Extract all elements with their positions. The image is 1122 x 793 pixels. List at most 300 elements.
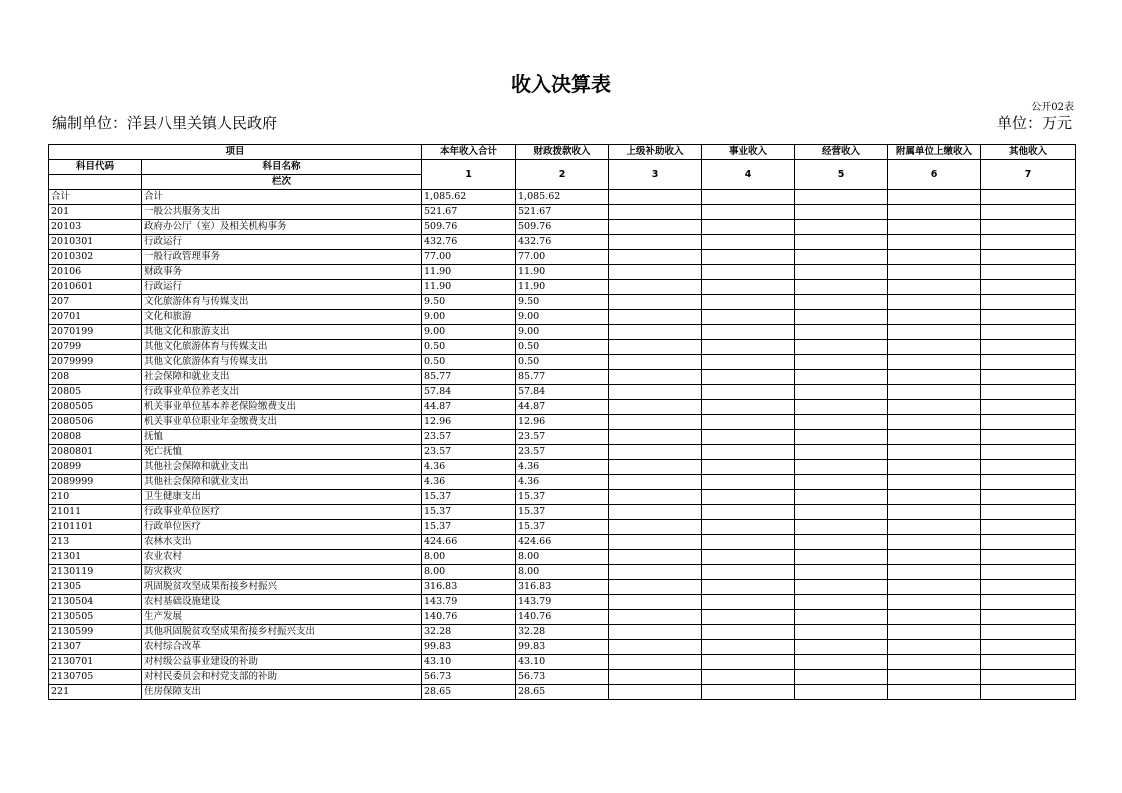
row-empty-cell [888,205,981,220]
row-empty-cell [609,415,702,430]
row-empty-cell [888,415,981,430]
table-row [49,610,1076,625]
row-fiscal: 99.83 [516,640,609,655]
row-fiscal: 9.50 [516,295,609,310]
row-empty-cell [888,535,981,550]
row-empty-cell [609,235,702,250]
row-empty-cell [795,325,888,340]
table-row [49,205,1076,220]
row-empty-cell [609,520,702,535]
row-empty-cell [795,400,888,415]
row-code: 合计 [49,190,142,205]
org-label: 编制单位：洋县八里关镇人民政府 [52,114,278,132]
row-empty-cell [981,685,1076,700]
col-number: 5 [795,160,888,190]
row-empty-cell [795,535,888,550]
row-total: 77.00 [422,250,516,265]
table-row [49,595,1076,610]
col-number: 7 [981,160,1076,190]
table-row [49,295,1076,310]
row-empty-cell [888,550,981,565]
row-code: 2080506 [49,415,142,430]
row-empty-cell [981,595,1076,610]
row-empty-cell [981,460,1076,475]
header-name: 科目名称 [142,160,422,175]
row-empty-cell [795,445,888,460]
row-empty-cell [981,610,1076,625]
row-name: 死亡抚恤 [142,445,422,460]
col-number: 3 [609,160,702,190]
row-fiscal: 15.37 [516,490,609,505]
table-row [49,580,1076,595]
row-empty-cell [609,385,702,400]
row-fiscal: 1,085.62 [516,190,609,205]
row-name: 财政事务 [142,265,422,280]
row-empty-cell [888,595,981,610]
row-name: 其他社会保障和就业支出 [142,460,422,475]
header-col-total: 本年收入合计 [422,145,516,160]
row-empty-cell [702,280,795,295]
row-total: 521.67 [422,205,516,220]
row-empty-cell [702,625,795,640]
row-empty-cell [981,325,1076,340]
row-empty-cell [888,310,981,325]
row-total: 1,085.62 [422,190,516,205]
row-total: 15.37 [422,520,516,535]
row-fiscal: 12.96 [516,415,609,430]
table-row [49,265,1076,280]
row-fiscal: 9.00 [516,325,609,340]
row-empty-cell [888,400,981,415]
row-name: 行政单位医疗 [142,520,422,535]
table-row [49,625,1076,640]
row-code: 20103 [49,220,142,235]
table-row [49,190,1076,205]
row-empty-cell [888,640,981,655]
row-code: 2070199 [49,325,142,340]
row-empty-cell [702,190,795,205]
row-empty-cell [981,550,1076,565]
row-empty-cell [795,640,888,655]
row-empty-cell [609,280,702,295]
row-empty-cell [609,550,702,565]
row-fiscal: 85.77 [516,370,609,385]
row-empty-cell [981,400,1076,415]
table-row [49,685,1076,700]
row-total: 4.36 [422,460,516,475]
row-fiscal: 9.00 [516,310,609,325]
row-name: 抚恤 [142,430,422,445]
row-fiscal: 521.67 [516,205,609,220]
row-name: 对村级公益事业建设的补助 [142,655,422,670]
row-empty-cell [795,190,888,205]
table-row [49,535,1076,550]
col-number: 4 [702,160,795,190]
row-code: 2130599 [49,625,142,640]
row-code: 210 [49,490,142,505]
table-row [49,520,1076,535]
row-code: 20106 [49,265,142,280]
row-empty-cell [609,490,702,505]
row-fiscal: 0.50 [516,340,609,355]
row-empty-cell [981,580,1076,595]
row-empty-cell [609,565,702,580]
row-empty-cell [888,280,981,295]
row-empty-cell [609,400,702,415]
row-empty-cell [981,235,1076,250]
form-code: 公开02表 [1031,102,1074,113]
table-row [49,325,1076,340]
header-col-other: 其他收入 [981,145,1076,160]
row-name: 农业农村 [142,550,422,565]
row-empty-cell [702,340,795,355]
row-total: 432.76 [422,235,516,250]
row-total: 0.50 [422,340,516,355]
row-code: 2130701 [49,655,142,670]
row-empty-cell [609,580,702,595]
row-fiscal: 57.84 [516,385,609,400]
table-row [49,505,1076,520]
row-empty-cell [888,325,981,340]
row-empty-cell [795,475,888,490]
row-empty-cell [609,640,702,655]
income-table [48,144,1076,700]
row-total: 8.00 [422,565,516,580]
row-empty-cell [609,460,702,475]
row-total: 9.00 [422,310,516,325]
row-total: 9.50 [422,295,516,310]
row-empty-cell [795,370,888,385]
row-empty-cell [609,430,702,445]
row-total: 12.96 [422,415,516,430]
table-row [49,430,1076,445]
row-empty-cell [981,265,1076,280]
row-empty-cell [981,640,1076,655]
row-fiscal: 77.00 [516,250,609,265]
row-fiscal: 4.36 [516,475,609,490]
row-code: 2130119 [49,565,142,580]
row-empty-cell [795,580,888,595]
row-fiscal: 509.76 [516,220,609,235]
row-code: 21305 [49,580,142,595]
row-empty-cell [702,235,795,250]
row-total: 509.76 [422,220,516,235]
row-total: 99.83 [422,640,516,655]
row-empty-cell [888,295,981,310]
row-empty-cell [702,415,795,430]
row-name: 合计 [142,190,422,205]
row-total: 15.37 [422,490,516,505]
row-total: 15.37 [422,505,516,520]
row-name: 其他巩固脱贫攻坚成果衔接乡村振兴支出 [142,625,422,640]
row-total: 23.57 [422,430,516,445]
row-empty-cell [981,385,1076,400]
row-code: 20799 [49,340,142,355]
row-empty-cell [981,355,1076,370]
row-code: 2130504 [49,595,142,610]
table-row [49,400,1076,415]
row-empty-cell [981,670,1076,685]
row-code: 207 [49,295,142,310]
table-row [49,670,1076,685]
row-code: 221 [49,685,142,700]
row-empty-cell [981,565,1076,580]
row-total: 28.65 [422,685,516,700]
row-name: 农村综合改革 [142,640,422,655]
page-title: 收入决算表 [511,72,611,96]
row-fiscal: 44.87 [516,400,609,415]
row-fiscal: 432.76 [516,235,609,250]
row-fiscal: 43.10 [516,655,609,670]
row-total: 0.50 [422,355,516,370]
row-empty-cell [609,655,702,670]
row-empty-cell [795,235,888,250]
row-name: 行政运行 [142,235,422,250]
row-empty-cell [609,190,702,205]
row-empty-cell [609,685,702,700]
row-empty-cell [702,250,795,265]
row-empty-cell [609,325,702,340]
row-code: 201 [49,205,142,220]
row-fiscal: 32.28 [516,625,609,640]
row-total: 11.90 [422,265,516,280]
header-col-affiliated: 附属单位上缴收入 [888,145,981,160]
row-empty-cell [981,310,1076,325]
row-code: 20899 [49,460,142,475]
row-empty-cell [702,655,795,670]
row-name: 政府办公厅（室）及相关机构事务 [142,220,422,235]
row-empty-cell [702,430,795,445]
table-row [49,655,1076,670]
row-empty-cell [702,520,795,535]
header-col-operation: 经营收入 [795,145,888,160]
row-name: 防灾救灾 [142,565,422,580]
row-empty-cell [702,685,795,700]
row-code: 2010301 [49,235,142,250]
row-empty-cell [702,595,795,610]
row-empty-cell [795,250,888,265]
row-empty-cell [702,670,795,685]
row-empty-cell [795,280,888,295]
row-empty-cell [981,220,1076,235]
row-total: 44.87 [422,400,516,415]
row-code: 20701 [49,310,142,325]
row-total: 316.83 [422,580,516,595]
row-name: 行政事业单位养老支出 [142,385,422,400]
row-empty-cell [981,205,1076,220]
row-empty-cell [981,655,1076,670]
row-empty-cell [888,475,981,490]
row-empty-cell [795,355,888,370]
row-fiscal: 11.90 [516,280,609,295]
row-empty-cell [702,505,795,520]
row-name: 一般公共服务支出 [142,205,422,220]
table-row [49,445,1076,460]
row-fiscal: 316.83 [516,580,609,595]
row-code: 21011 [49,505,142,520]
row-empty-cell [609,475,702,490]
row-empty-cell [795,295,888,310]
row-empty-cell [702,490,795,505]
row-empty-cell [702,355,795,370]
table-row [49,475,1076,490]
header-col-superior: 上级补助收入 [609,145,702,160]
row-code: 208 [49,370,142,385]
row-empty-cell [981,340,1076,355]
row-empty-cell [702,220,795,235]
row-empty-cell [702,310,795,325]
row-fiscal: 56.73 [516,670,609,685]
row-fiscal: 23.57 [516,430,609,445]
row-empty-cell [888,670,981,685]
row-empty-cell [702,205,795,220]
row-empty-cell [888,580,981,595]
row-total: 4.36 [422,475,516,490]
row-code: 2079999 [49,355,142,370]
row-empty-cell [795,505,888,520]
row-empty-cell [888,340,981,355]
row-empty-cell [795,265,888,280]
row-empty-cell [888,445,981,460]
row-empty-cell [981,190,1076,205]
col-number: 2 [516,160,609,190]
row-code: 2080505 [49,400,142,415]
row-fiscal: 15.37 [516,520,609,535]
row-name: 机关事业单位基本养老保险缴费支出 [142,400,422,415]
row-code: 20805 [49,385,142,400]
row-empty-cell [609,355,702,370]
row-empty-cell [795,655,888,670]
row-fiscal: 8.00 [516,550,609,565]
table-row [49,355,1076,370]
row-empty-cell [981,490,1076,505]
row-total: 424.66 [422,535,516,550]
table-row [49,550,1076,565]
unit-label: 单位：万元 [996,114,1072,132]
row-empty-cell [702,640,795,655]
row-empty-cell [609,205,702,220]
row-code: 2101101 [49,520,142,535]
table-row [49,385,1076,400]
row-empty-cell [888,265,981,280]
header-code: 科目代码 [49,160,142,175]
row-empty-cell [888,430,981,445]
row-name: 其他文化旅游体育与传媒支出 [142,355,422,370]
header-col-fiscal: 财政拨款收入 [516,145,609,160]
row-fiscal: 23.57 [516,445,609,460]
row-fiscal: 4.36 [516,460,609,475]
row-empty-cell [795,685,888,700]
row-empty-cell [795,415,888,430]
row-code: 21301 [49,550,142,565]
row-fiscal: 28.65 [516,685,609,700]
row-total: 11.90 [422,280,516,295]
row-empty-cell [609,670,702,685]
row-code: 2089999 [49,475,142,490]
row-name: 卫生健康支出 [142,490,422,505]
row-empty-cell [888,610,981,625]
row-empty-cell [702,580,795,595]
row-empty-cell [888,460,981,475]
row-empty-cell [609,340,702,355]
row-fiscal: 15.37 [516,505,609,520]
table-row [49,310,1076,325]
row-empty-cell [981,295,1076,310]
row-empty-cell [702,550,795,565]
row-empty-cell [702,475,795,490]
row-fiscal: 0.50 [516,355,609,370]
row-empty-cell [702,400,795,415]
row-fiscal: 140.76 [516,610,609,625]
row-name: 机关事业单位职业年金缴费支出 [142,415,422,430]
row-empty-cell [888,355,981,370]
row-name: 其他社会保障和就业支出 [142,475,422,490]
row-code: 213 [49,535,142,550]
row-empty-cell [981,505,1076,520]
row-empty-cell [702,265,795,280]
row-name: 住房保障支出 [142,685,422,700]
row-empty-cell [981,430,1076,445]
header-lanci: 栏次 [142,175,422,190]
row-empty-cell [795,430,888,445]
row-empty-cell [609,595,702,610]
row-code: 2130705 [49,670,142,685]
row-empty-cell [609,610,702,625]
row-empty-cell [888,490,981,505]
table-row [49,280,1076,295]
row-empty-cell [888,190,981,205]
row-total: 32.28 [422,625,516,640]
row-code: 21307 [49,640,142,655]
row-empty-cell [609,265,702,280]
row-empty-cell [795,220,888,235]
row-empty-cell [981,475,1076,490]
row-empty-cell [702,535,795,550]
row-total: 23.57 [422,445,516,460]
table-row [49,565,1076,580]
table-row [49,250,1076,265]
row-name: 行政运行 [142,280,422,295]
row-name: 其他文化旅游体育与传媒支出 [142,340,422,355]
row-empty-cell [702,610,795,625]
row-empty-cell [795,310,888,325]
row-empty-cell [795,520,888,535]
row-name: 巩固脱贫攻坚成果衔接乡村振兴 [142,580,422,595]
row-code: 20808 [49,430,142,445]
row-empty-cell [609,310,702,325]
row-empty-cell [702,565,795,580]
row-empty-cell [702,385,795,400]
row-empty-cell [981,535,1076,550]
row-empty-cell [609,220,702,235]
row-empty-cell [981,370,1076,385]
row-empty-cell [981,280,1076,295]
row-empty-cell [609,250,702,265]
table-row [49,460,1076,475]
row-fiscal: 143.79 [516,595,609,610]
table-row [49,220,1076,235]
row-empty-cell [702,325,795,340]
row-fiscal: 8.00 [516,565,609,580]
row-total: 143.79 [422,595,516,610]
row-name: 行政事业单位医疗 [142,505,422,520]
row-empty-cell [888,250,981,265]
table-row [49,340,1076,355]
row-name: 社会保障和就业支出 [142,370,422,385]
row-name: 文化旅游体育与传媒支出 [142,295,422,310]
row-total: 57.84 [422,385,516,400]
row-name: 一般行政管理事务 [142,250,422,265]
